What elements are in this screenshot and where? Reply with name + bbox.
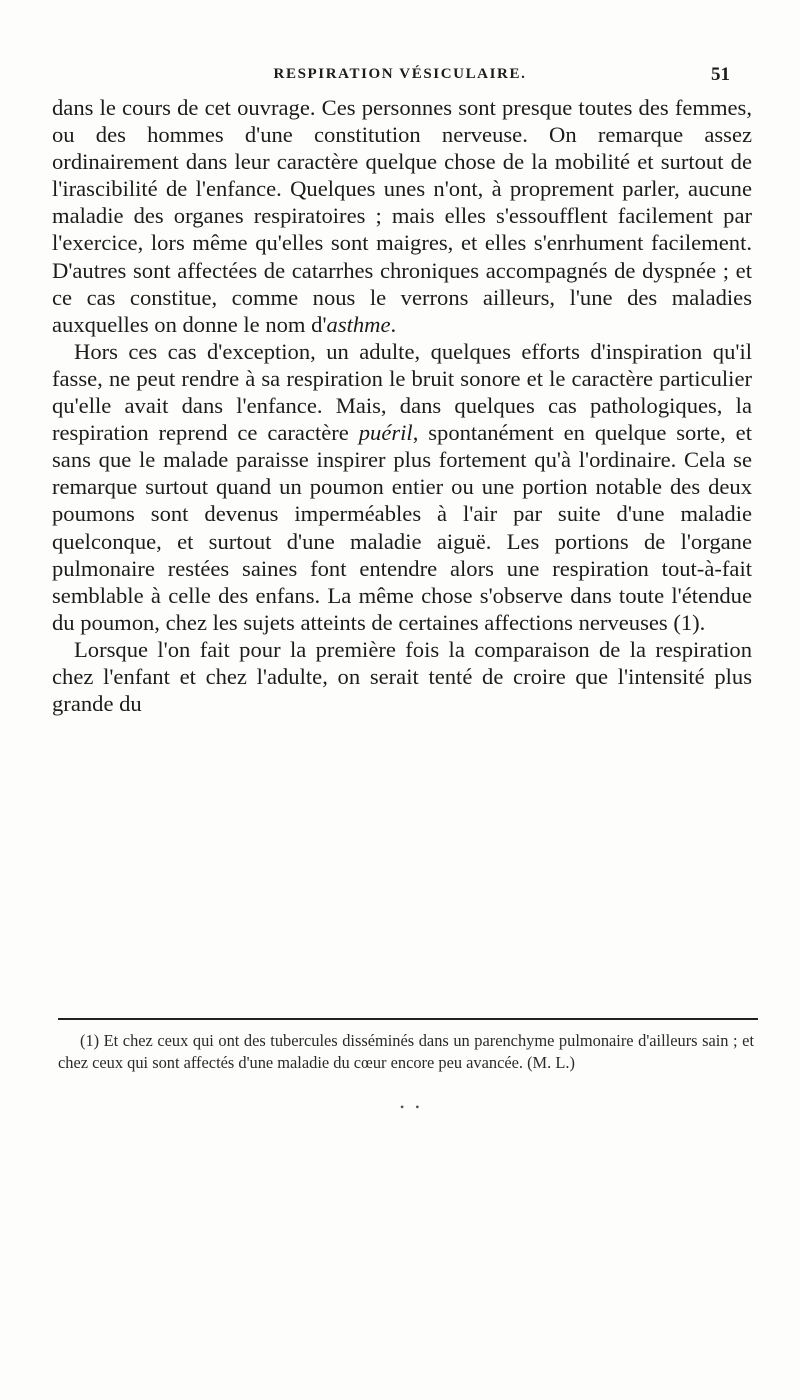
running-title: RESPIRATION VÉSICULAIRE. bbox=[273, 66, 527, 82]
signature-mark: • • bbox=[400, 1100, 424, 1114]
body-text bbox=[52, 94, 752, 717]
italic-term: puéril bbox=[358, 420, 413, 446]
paragraph bbox=[52, 94, 752, 338]
paragraph-text: . bbox=[390, 311, 397, 337]
footnote: (1) Et chez ceux qui ont des tubercules disséminés dans un parenchyme pulmonaire d'ailleurs sain ; et chez ceux qui sont affectés d'une maladie du cœur encore peu avancée. (M. L.) bbox=[58, 1031, 754, 1072]
paragraph-text: dans le cours de cet ouvrage. Ces personnes sont presque toutes des femmes, ou des hommes d'une constitution nerveuse. On remarque assez ordinairement dans leur caractère quelque chose de la mobilité et surtout de l'irascibilité de l'enfance. Quelques unes n'ont, à proprement parler, aucune maladie des organes respiratoires ; mais elles s'essoufflent facilement par l'exercice, lors même qu'elles sont maigres, et elles s'enrhument facilement. D'autres sont affectées de catarrhes chroniques accompagnés de dyspnée ; et ce cas constitue, comme nous le verrons ailleurs, l'une des maladies auxquelles on donne le nom d' bbox=[52, 95, 752, 337]
paragraph-text: Lorsque l'on fait pour la première fois la comparaison de la respiration chez l'enfant et chez l'adulte, on serait tenté de croire que l'intensité plus grande du bbox=[52, 636, 752, 717]
italic-term: asthme bbox=[326, 311, 391, 337]
footnote-rule bbox=[58, 1018, 758, 1020]
paragraph bbox=[52, 338, 752, 636]
paragraph bbox=[52, 636, 752, 717]
running-head bbox=[70, 64, 730, 88]
paragraph-text: , spontanément en quelque sorte, et sans que le malade paraisse inspirer plus fortement qu'à l'ordinaire. Cela se remarque surtout quand un poumon entier ou une portion notable des deux poumons sont devenus imperméables à l'air par suite d'une maladie quelconque, et surtout d'une maladie aiguë. Les portions de l'organe pulmonaire restées saines font entendre alors une respiration tout-à-fait semblable à celle des enfans. La même chose s'observe dans toute l'étendue du poumon, chez les sujets atteints de certaines affections nerveuses (1). bbox=[52, 420, 752, 635]
page-number: 51 bbox=[711, 64, 730, 85]
paragraph-text: Hors ces cas d'exception, un adulte, quelques efforts d'inspiration qu'il fasse, ne peut rendre à sa respiration le bruit sonore et le caractère particulier qu'elle avait dans l'enfance. Mais, dans quelques cas pathologiques, la respiration reprend ce caractère bbox=[52, 338, 752, 446]
